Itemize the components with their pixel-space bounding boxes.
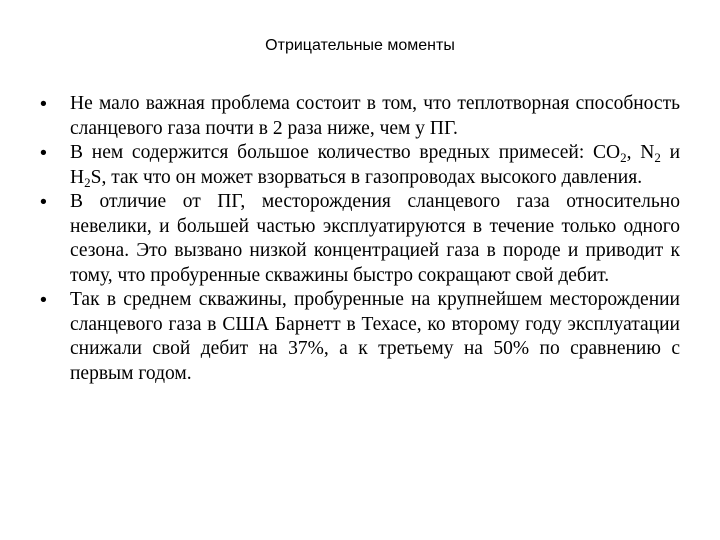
bullet-text: Так в среднем скважины, пробуренные на крупнейшем месторождении сланцевого газа в США Барнетт в Техасе, ко второму году эксплуатации снижали свой дебит на 37%, а к третьему на 50% по сравнению с первым годом. [70,289,680,384]
bullet-item-3 [40,190,680,288]
bullet-item-2 [40,141,680,190]
bullet-list [40,92,680,386]
bullet-text: В отличие от ПГ, месторождения сланцевого газа относительно невелики, и большей частью эксплуатируются в течение только одного сезона. Это вызвано низкой концентрацией газа в породе и приводит к тому, что пробуренные скважины быстро сокращают свой дебит. [70,191,680,286]
bullet-text-part: , N [626,142,655,163]
bullet-text-part: S, так что он может взорваться в газопроводах высокого давления. [90,166,643,188]
subscript: 2 [620,150,627,165]
bullet-item-1 [40,92,680,141]
bullet-item-4 [40,288,680,386]
bullet-text: Не мало важная проблема состоит в том, что теплотворная способность сланцевого газа почти в 2 раза ниже, чем у ПГ. [70,93,680,139]
subscript: 2 [84,174,91,190]
bullet-marker: • [40,93,47,115]
bullet-marker: • [40,142,47,164]
bullet-marker: • [40,289,47,311]
bullet-text-part: и H [70,142,680,188]
bullet-text-part: В нем содержится большое количество вредных примесей: CO [70,142,621,163]
slide-title: Отрицательные моменты [265,37,455,54]
bullet-marker: • [40,191,47,213]
subscript: 2 [654,150,661,165]
